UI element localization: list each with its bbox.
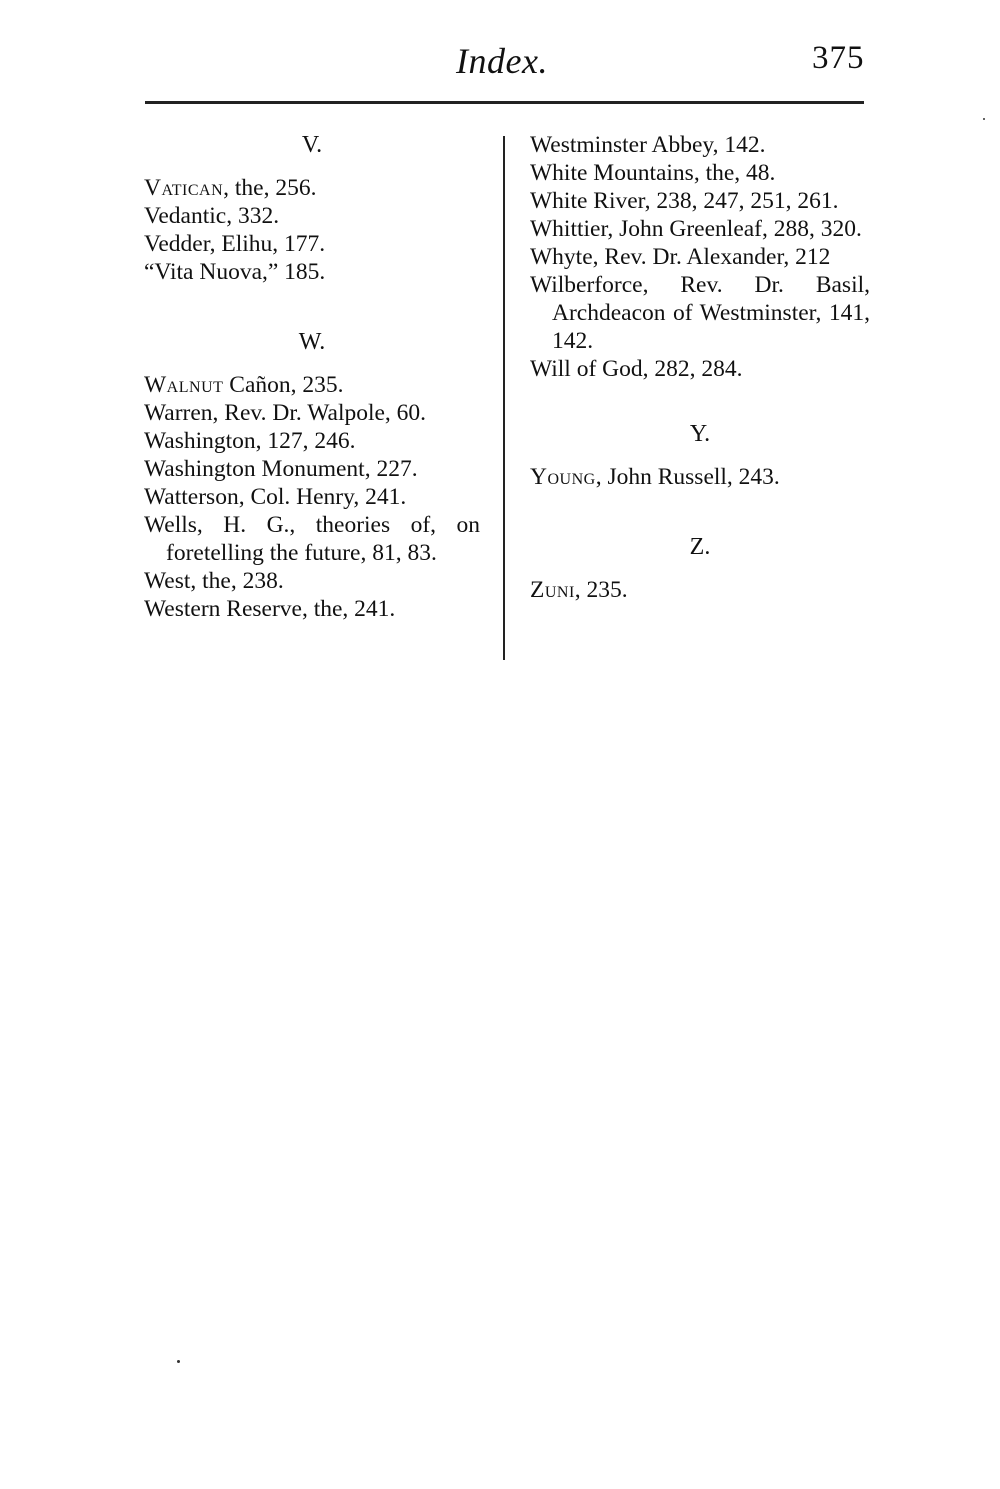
entry-text: White Mountains, the, 48. (530, 160, 776, 186)
index-entry (530, 576, 870, 604)
section-letter-v: V. (301, 132, 323, 158)
entry-text: Watterson, Col. Henry, 241. (144, 484, 407, 510)
entry-lead-word: Walnut (144, 372, 224, 398)
index-entry (144, 174, 480, 202)
index-entry (144, 511, 480, 567)
entry-text: Vedder, Elihu, 177. (144, 231, 326, 257)
entry-text: Washington Monument, 227. (144, 456, 418, 482)
entry-text: Westminster Abbey, 142. (530, 132, 766, 158)
section-w-entries (144, 371, 480, 623)
index-entry (530, 355, 870, 383)
page-number: 375 (812, 40, 865, 76)
entry-lead-word: Zuni (530, 577, 575, 603)
section-letter-z: Z. (689, 534, 711, 560)
entry-text: Wilberforce, Rev. Dr. Basil, Archdeacon of Westminster, 141, 142. (530, 272, 870, 354)
entry-text: Wells, H. G., theories of, on foretelling the future, 81, 83. (144, 512, 480, 566)
entry-text: “Vita Nuova,” 185. (144, 259, 326, 285)
section-z-entries (530, 576, 870, 604)
index-entry (144, 595, 480, 623)
index-right-column (530, 131, 870, 604)
header-rule (145, 101, 864, 104)
entry-text: Whyte, Rev. Dr. Alexander, 212 (530, 244, 831, 270)
index-entry (530, 463, 870, 491)
index-entry (144, 230, 480, 258)
column-divider (503, 136, 505, 660)
index-entry (530, 215, 870, 243)
index-entry (144, 483, 480, 511)
entry-lead-word: Vatican (144, 175, 224, 201)
index-entry (144, 371, 480, 399)
print-speck (983, 118, 985, 120)
entry-text: , John Russell, 243. (595, 464, 780, 490)
entry-text: Whittier, John Greenleaf, 288, 320. (530, 216, 862, 242)
print-speck (177, 1360, 180, 1363)
index-entry (530, 271, 870, 355)
index-entry (144, 427, 480, 455)
entry-text: Western Reserve, the, 241. (144, 596, 396, 622)
index-left-column (144, 131, 480, 623)
index-entry (144, 399, 480, 427)
running-title: Index. (456, 41, 548, 81)
entry-text: Cañon, 235. (223, 372, 344, 398)
entry-text: , 235. (574, 577, 628, 603)
entry-text: Washington, 127, 246. (144, 428, 356, 454)
continued-w-entries (530, 131, 870, 383)
entry-text: , the, 256. (223, 175, 317, 201)
index-entry (144, 455, 480, 483)
index-entry (144, 202, 480, 230)
section-v-entries (144, 174, 480, 286)
index-entry (530, 187, 870, 215)
index-entry (530, 131, 870, 159)
entry-text: Will of God, 282, 284. (530, 356, 743, 382)
index-entry (530, 243, 870, 271)
entry-text: White River, 238, 247, 251, 261. (530, 188, 839, 214)
entry-text: Warren, Rev. Dr. Walpole, 60. (144, 400, 427, 426)
index-entry (144, 567, 480, 595)
entry-text: Vedantic, 332. (144, 203, 280, 229)
section-letter-y: Y. (689, 421, 711, 447)
index-entry (530, 159, 870, 187)
index-entry (144, 258, 480, 286)
section-y-entries (530, 463, 870, 491)
section-letter-w: W. (298, 329, 326, 355)
entry-text: West, the, 238. (144, 568, 284, 594)
entry-lead-word: Young (530, 464, 596, 490)
